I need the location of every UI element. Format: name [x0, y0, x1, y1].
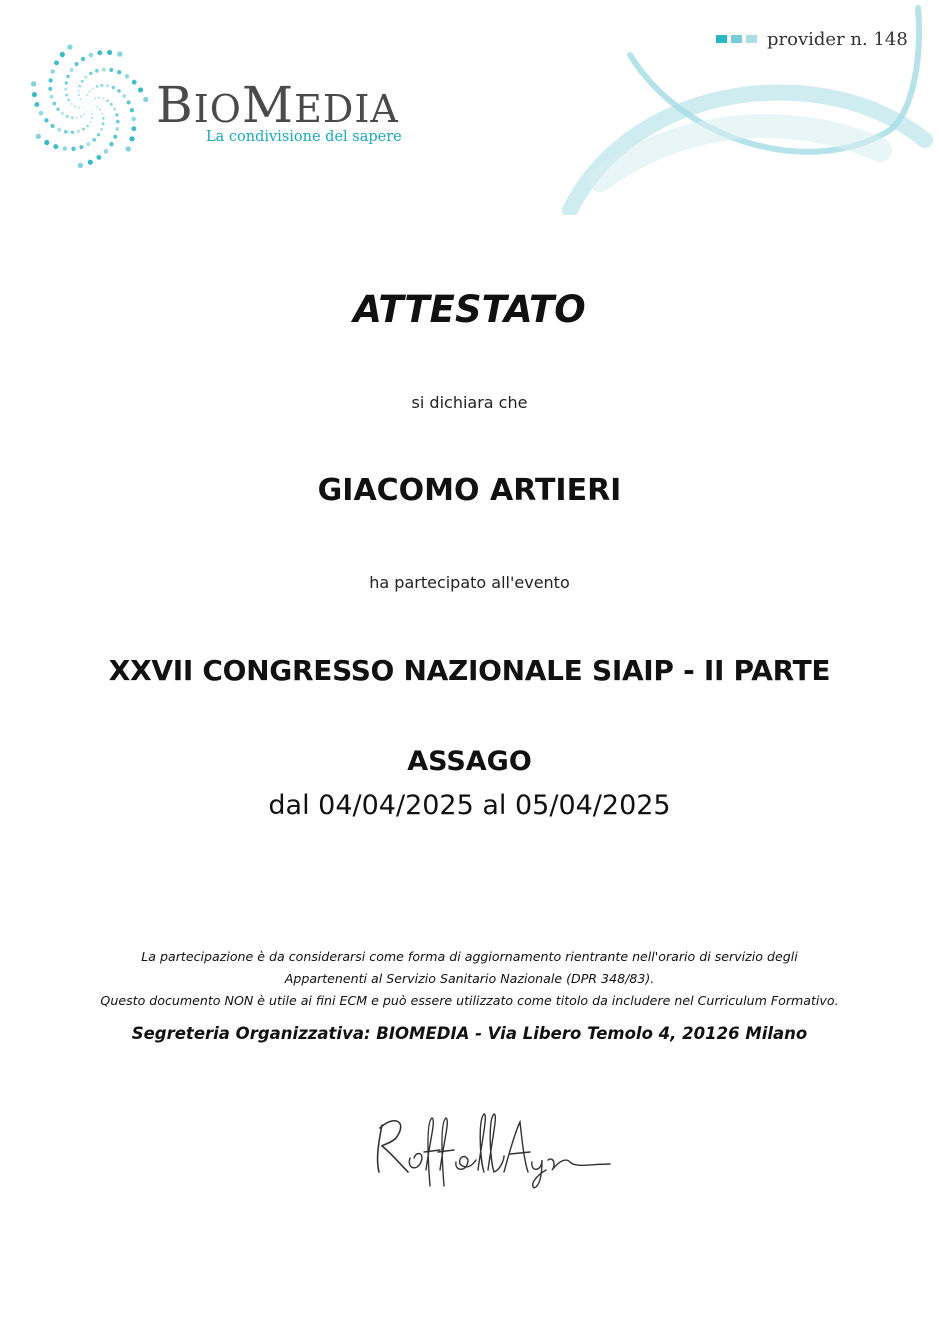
logo-dot — [97, 133, 100, 136]
brand-part: EDIA — [294, 87, 399, 131]
logo-dot — [131, 117, 136, 122]
logo-dot — [79, 145, 83, 149]
logo-dot — [92, 87, 94, 89]
logo-dot — [109, 142, 113, 146]
logo-dot — [126, 146, 131, 151]
logo-dot — [78, 94, 80, 96]
logo-dot — [60, 52, 65, 57]
note-line-3: Questo documento NON è utile ai fini ECM e può essere utilizzato come titolo da includere nel Curriculum Formativo. — [100, 993, 839, 1008]
logo-dot — [92, 113, 94, 115]
logo-dot — [91, 99, 93, 101]
logo-dot — [86, 142, 90, 146]
logo-dot — [86, 125, 89, 128]
logo-dot — [125, 74, 130, 79]
logo-dot — [102, 122, 105, 125]
logo-dot — [82, 107, 84, 109]
logo-dot — [64, 88, 67, 91]
logo-dot — [96, 85, 99, 88]
logo-dot — [130, 108, 134, 112]
logo-dot — [87, 94, 89, 96]
logo-dot — [71, 116, 74, 119]
logo-dot — [83, 113, 85, 115]
logo-dot — [110, 103, 113, 106]
handwritten-signature — [370, 1100, 620, 1190]
logo-dot — [71, 131, 74, 134]
logo-dot — [56, 108, 59, 111]
logo-dot — [131, 126, 136, 131]
logo-dot — [122, 94, 126, 98]
logo-dot — [107, 50, 112, 55]
logo-dot — [34, 102, 39, 107]
logo-dot — [132, 80, 137, 85]
logo-dot — [89, 53, 94, 58]
logo-dot — [89, 90, 91, 92]
logo-dot — [67, 99, 70, 102]
logo-dot — [106, 99, 109, 102]
logo-dot — [112, 86, 115, 89]
note-line-1: La partecipazione è da considerarsi come forma di aggiornamento rientrante nell'orario di servizio degli — [141, 949, 798, 964]
logo-dot — [117, 51, 122, 56]
logo-dot — [98, 97, 100, 99]
brand-tagline: La condivisione del sapere — [206, 129, 402, 145]
logo-dot — [113, 107, 116, 110]
logo-dot — [116, 120, 120, 124]
logo-dot — [61, 112, 64, 115]
provider-number: provider n. 148 — [767, 28, 908, 50]
logo-dot — [93, 104, 95, 106]
logo-dot — [117, 70, 121, 74]
logo-dot — [91, 109, 93, 111]
logo-dot — [31, 81, 36, 86]
logo-dot — [57, 128, 61, 132]
logo-dot — [102, 117, 105, 120]
logo-dot — [117, 89, 121, 93]
logo-dot — [76, 117, 78, 119]
logo-dot — [86, 98, 88, 100]
logo-dot — [36, 134, 41, 139]
logo-dot — [74, 62, 78, 66]
logo-dot — [65, 94, 68, 97]
logo-dot — [84, 75, 87, 78]
logo-dot — [39, 111, 44, 116]
logo-dot — [96, 155, 101, 160]
logo-dot — [82, 128, 85, 131]
logo-dot — [127, 100, 131, 104]
logo-dot — [92, 138, 96, 142]
event-dates: dal 04/04/2025 al 05/04/2025 — [268, 790, 671, 821]
logo-dot — [104, 149, 109, 154]
intro-text: si dichiara che — [411, 393, 528, 412]
brand-initial: B — [156, 76, 194, 134]
logo-dot — [138, 87, 143, 92]
logo-dot — [77, 130, 80, 133]
provider-badge — [716, 28, 908, 50]
logo-dot — [66, 75, 70, 79]
logo-dot — [48, 87, 52, 91]
provider-square-icon — [731, 35, 742, 43]
logo-dot — [48, 78, 52, 82]
logo-dot — [102, 68, 106, 72]
logo-dot — [81, 80, 84, 83]
logo-dot — [78, 90, 80, 92]
logo-dot — [94, 97, 96, 99]
logo-dot — [115, 127, 119, 131]
provider-square-icon — [746, 35, 757, 43]
logo-dot — [89, 72, 92, 75]
logo-dot — [82, 102, 84, 104]
logo-dot — [54, 60, 59, 65]
logo-dot — [53, 144, 58, 149]
logo-dot — [143, 97, 148, 102]
logo-dot — [79, 98, 81, 100]
event-name: XXVII CONGRESSO NAZIONALE SIAIP - II PARTE — [108, 654, 831, 687]
logo-dot — [88, 160, 93, 165]
logo-dot — [66, 115, 69, 118]
logo-dot — [78, 107, 80, 109]
logo-dot — [101, 84, 104, 87]
logo-dot — [70, 103, 72, 105]
brand-name — [156, 76, 399, 134]
logo-dot — [32, 92, 37, 97]
recipient-name: GIACOMO ARTIERI — [317, 473, 622, 508]
logo-dot — [89, 121, 91, 123]
logo-dot — [99, 109, 101, 111]
logo-dot — [50, 95, 54, 99]
logo-dot — [86, 110, 88, 112]
logo-dot — [44, 118, 48, 122]
brand-initial: M — [241, 76, 295, 134]
logo-dot — [113, 135, 117, 139]
note-line-2: Appartenenti al Servizio Sanitario Nazionale (DPR 348/83). — [284, 971, 655, 986]
logo-dot — [102, 98, 104, 100]
logo-dot — [67, 44, 72, 49]
logo-dot — [62, 146, 67, 151]
logo-dot — [52, 102, 56, 106]
logo-dot — [71, 147, 75, 151]
logo-dot — [50, 69, 55, 74]
logo-dot — [78, 163, 83, 168]
logo-dot — [64, 130, 68, 134]
logo-dot — [44, 140, 49, 145]
logo-dot — [70, 68, 74, 72]
logo-dot — [129, 136, 134, 141]
logo-dot — [74, 105, 76, 107]
secretariat-address: Segreteria Organizzativa: BIOMEDIA - Via Libero Temolo 4, 20126 Milano — [131, 1024, 808, 1043]
brand-part: IO — [193, 87, 242, 131]
logo-dot — [81, 57, 85, 61]
certificate-title: ATTESTATO — [353, 288, 586, 331]
logo-dot — [50, 124, 54, 128]
logo-dot — [96, 106, 98, 108]
logo-dot — [115, 113, 118, 116]
logo-dot — [97, 50, 102, 55]
logo-dot — [100, 128, 103, 131]
logo-dot — [65, 81, 68, 84]
logo-dot — [91, 117, 93, 119]
participation-text: ha partecipato all'evento — [369, 573, 570, 592]
logo-dot — [95, 69, 99, 73]
logo-dot — [109, 68, 113, 72]
provider-square-icon — [716, 35, 727, 43]
logo-dot — [101, 112, 103, 114]
logo-dot — [106, 84, 109, 87]
logo-dot — [78, 85, 81, 88]
spiral-dots-logo-icon — [28, 40, 148, 170]
event-location: ASSAGO — [407, 746, 532, 777]
logo-dot — [80, 115, 82, 117]
